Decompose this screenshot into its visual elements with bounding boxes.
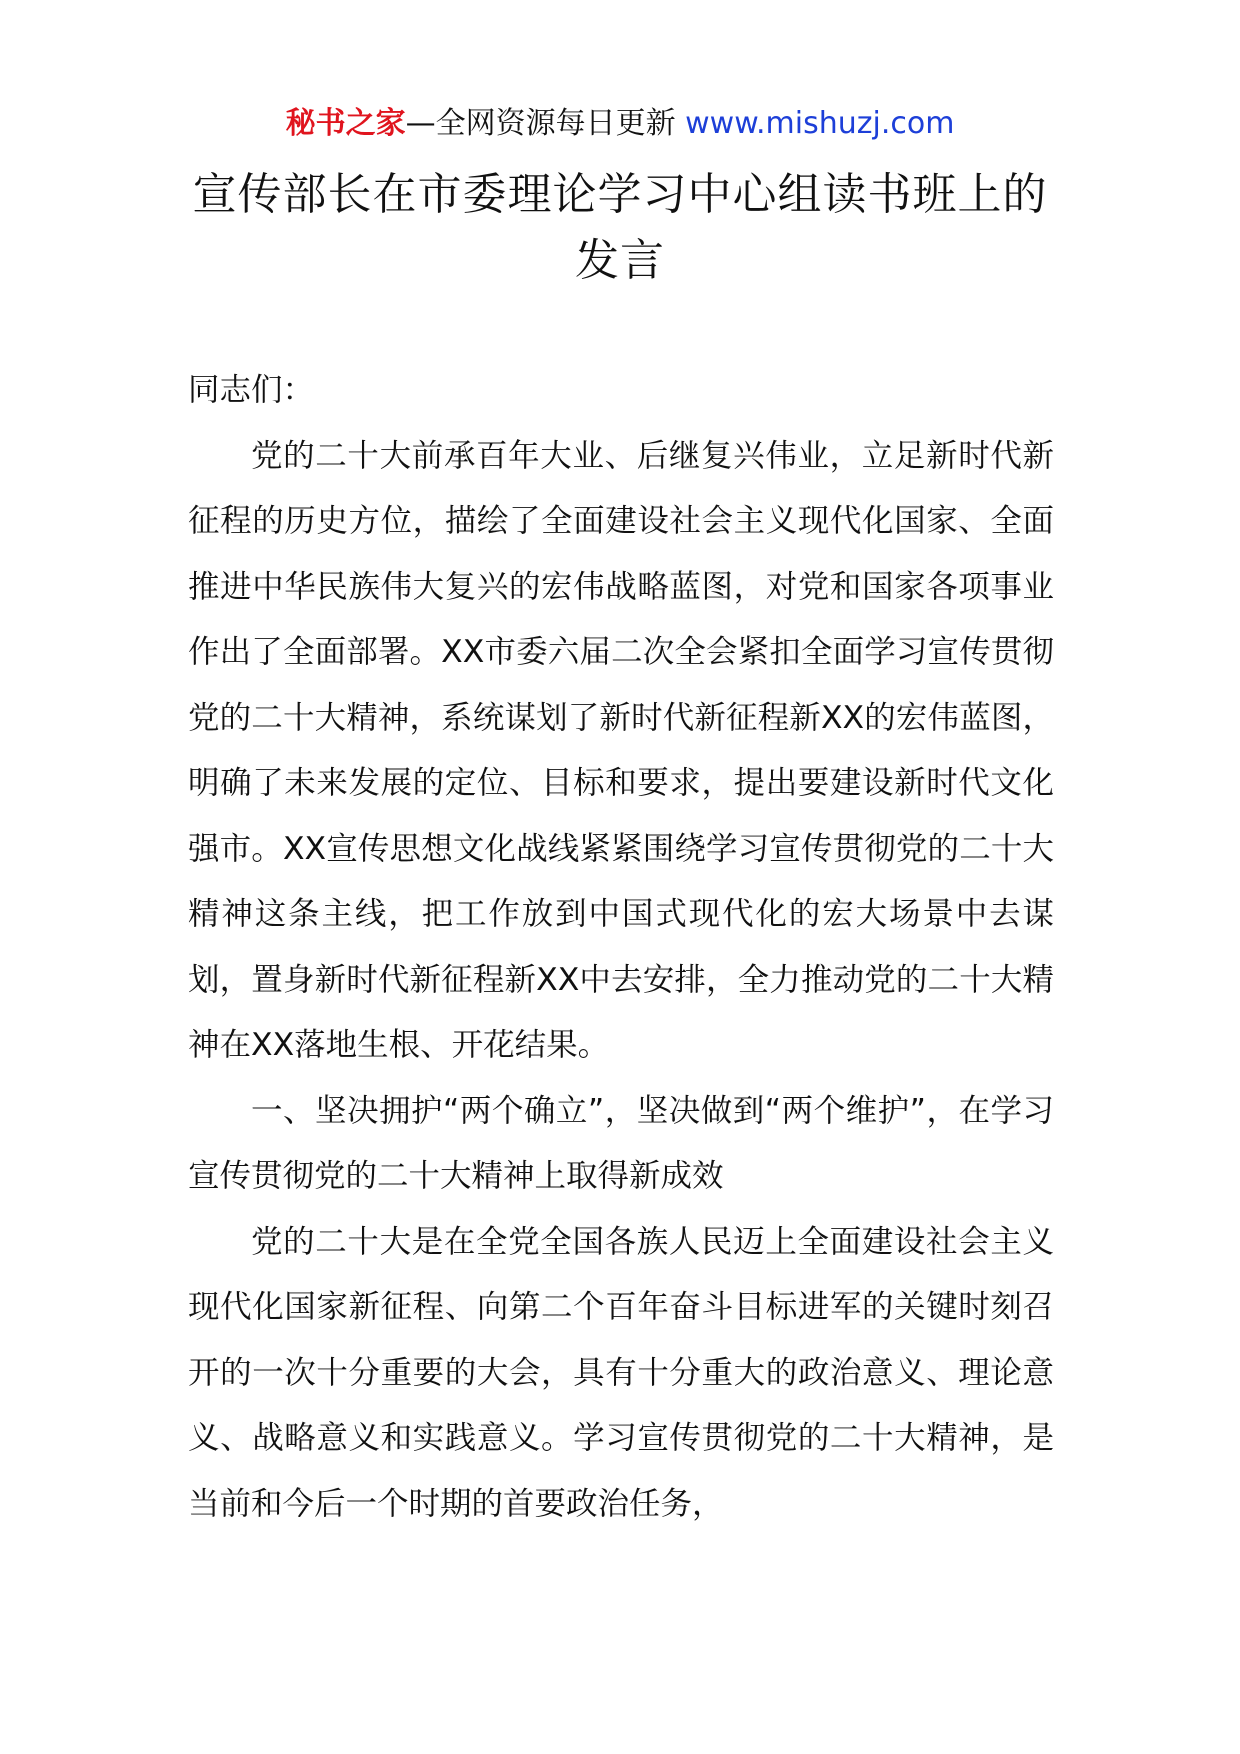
document-title: 宣传部长在市委理论学习中心组读书班上的发言: [192, 169, 1048, 286]
paragraph-intro: 党的二十大前承百年大业、后继复兴伟业，立足新时代新征程的历史方位，描绘了全面建设社会主义现代化国家、全面推进中华民族伟大复兴的宏伟战略蓝图，对党和国家各项事业作出了全面部署。XX市委六届二次全会紧扣全面学习宣传贯彻党的二十大精神，系统谋划了新时代新征程新XX的宏伟蓝图，明确了未来发展的定位、目标和要求，提出要建设新时代文化强市。XX宣传思想文化战线紧紧围绕学习宣传贯彻党的二十大精神这条主线，把工作放到中国式现代化的宏大场景中去谋划，置身新时代新征程新XX中去安排，全力推动党的二十大精神在XX落地生根、开花结果。: [188, 437, 1054, 1063]
page-header: [0, 100, 1240, 148]
paragraph-section-1: 党的二十大是在全党全国各族人民迈上全面建设社会主义现代化国家新征程、向第二个百年奋斗目标进军的关键时刻召开的一次十分重要的大会，具有十分重大的政治意义、理论意义、战略意义和实践意义。学习宣传贯彻党的二十大精神，是当前和今后一个时期的首要政治任务，: [188, 1223, 1054, 1522]
website-link[interactable]: www.mishuzj.com: [685, 106, 955, 141]
salutation: 同志们：: [188, 372, 315, 408]
section-heading-1: 一、坚决拥护“两个确立”，坚决做到“两个维护”，在学习宣传贯彻党的二十大精神上取得新成效: [188, 1092, 1054, 1194]
brand-name: 秘书之家: [285, 106, 406, 141]
document-body: [188, 358, 1054, 1537]
header-tagline: —全网资源每日更新: [405, 106, 676, 141]
